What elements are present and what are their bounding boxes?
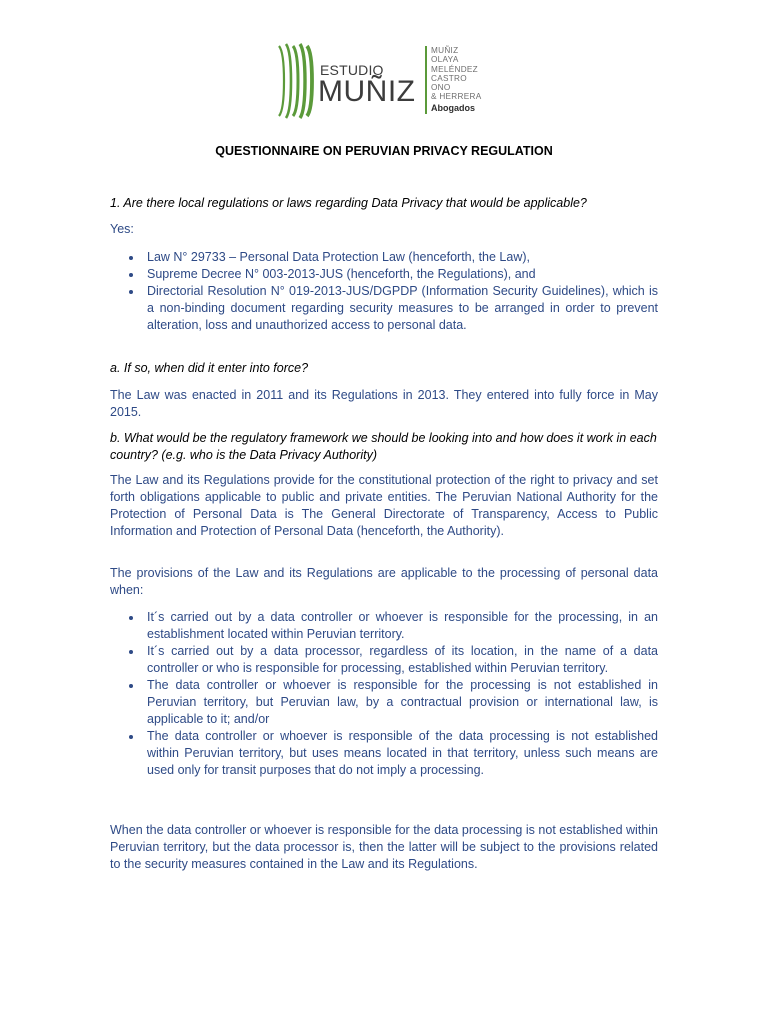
bullet-icon: [129, 256, 133, 260]
logo-partner: MELÉNDEZ: [431, 64, 478, 74]
logo-bars-icon: [275, 42, 315, 120]
bullet-icon: [129, 273, 133, 277]
list-item: Directorial Resolution N° 019-2013-JUS/DGPDP (Information Security Guidelines), which is a non-binding document regarding security measures to be arranged in order to prevent alteration, loss and unauthorized access to personal data.: [110, 283, 658, 334]
answer-a: The Law was enacted in 2011 and its Regulations in 2013. They entered into fully force in May 2015.: [110, 388, 658, 419]
laws-list: [110, 249, 658, 334]
logo-partner-names: [431, 46, 481, 102]
bullet-icon: [129, 684, 133, 688]
logo-muniz-text: MUÑIZ: [318, 75, 416, 108]
list-item: Law N° 29733 – Personal Data Protection Law (henceforth, the Law),: [110, 249, 658, 266]
question-b: b. What would be the regulatory framework we should be looking into and how does it work in each country? (e.g. who is the Data Privacy Authority): [110, 431, 657, 462]
bullet-icon: [129, 650, 133, 654]
bullet-icon: [129, 616, 133, 620]
question-1: 1. Are there local regulations or laws regarding Data Privacy that would be applicable?: [110, 196, 587, 210]
answer-b-paragraph-3: When the data controller or whoever is responsible for the data processing is not established within Peruvian territory, but the data processor is, then the latter will be subject to the provisions related to the security measures contained in the Law and its Regulations.: [110, 823, 658, 871]
logo-partner: ONO: [431, 83, 451, 93]
logo-divider: [425, 46, 427, 114]
bullet-icon: [129, 735, 133, 739]
list-item: The data controller or whoever is responsible of the data processing is not established within Peruvian territory, but uses means located in that territory, unless such means are used only for transit purposes that do not imply a processing.: [110, 728, 658, 779]
bullet-icon: [129, 290, 133, 294]
list-item: It´s carried out by a data processor, regardless of its location, in the name of a data controller or who is responsible for processing, established within Peruvian territory.: [110, 643, 658, 677]
answer-yes: Yes:: [110, 222, 134, 236]
list-item: The data controller or whoever is responsible for the processing is not established in Peruvian territory, but Peruvian law, by a contractual provision or international law, is applicable to it; and/or: [110, 677, 658, 728]
estudio-muniz-logo: [275, 42, 497, 120]
question-a: a. If so, when did it enter into force?: [110, 361, 309, 375]
logo-estudio-text: ESTUDIO: [320, 62, 384, 78]
logo-partner: CASTRO: [431, 73, 467, 83]
logo-partner: OLAYA: [431, 55, 459, 65]
document-title: QUESTIONNAIRE ON PERUVIAN PRIVACY REGULATION: [215, 144, 553, 158]
list-item: It´s carried out by a data controller or whoever is responsible for the processing, in an establishment located within Peruvian territory.: [110, 609, 658, 643]
answer-b-paragraph-1: The Law and its Regulations provide for the constitutional protection of the right to privacy and set forth obligations applicable to public and private entities. The Peruvian National Authority for the Protection of Personal Data is The General Directorate of Transparency, Access to Public Information and Protection of Personal Data (henceforth, the Authority).: [110, 473, 658, 538]
list-item: Supreme Decree N° 003-2013-JUS (henceforth, the Regulations), and: [110, 266, 658, 283]
logo-partner: MUÑIZ: [431, 46, 459, 55]
answer-b-paragraph-2: The provisions of the Law and its Regulations are applicable to the processing of personal data when:: [110, 566, 658, 597]
logo-abogados-text: Abogados: [431, 103, 475, 113]
conditions-list: [110, 609, 658, 779]
logo-partner: & HERRERA: [431, 92, 482, 102]
